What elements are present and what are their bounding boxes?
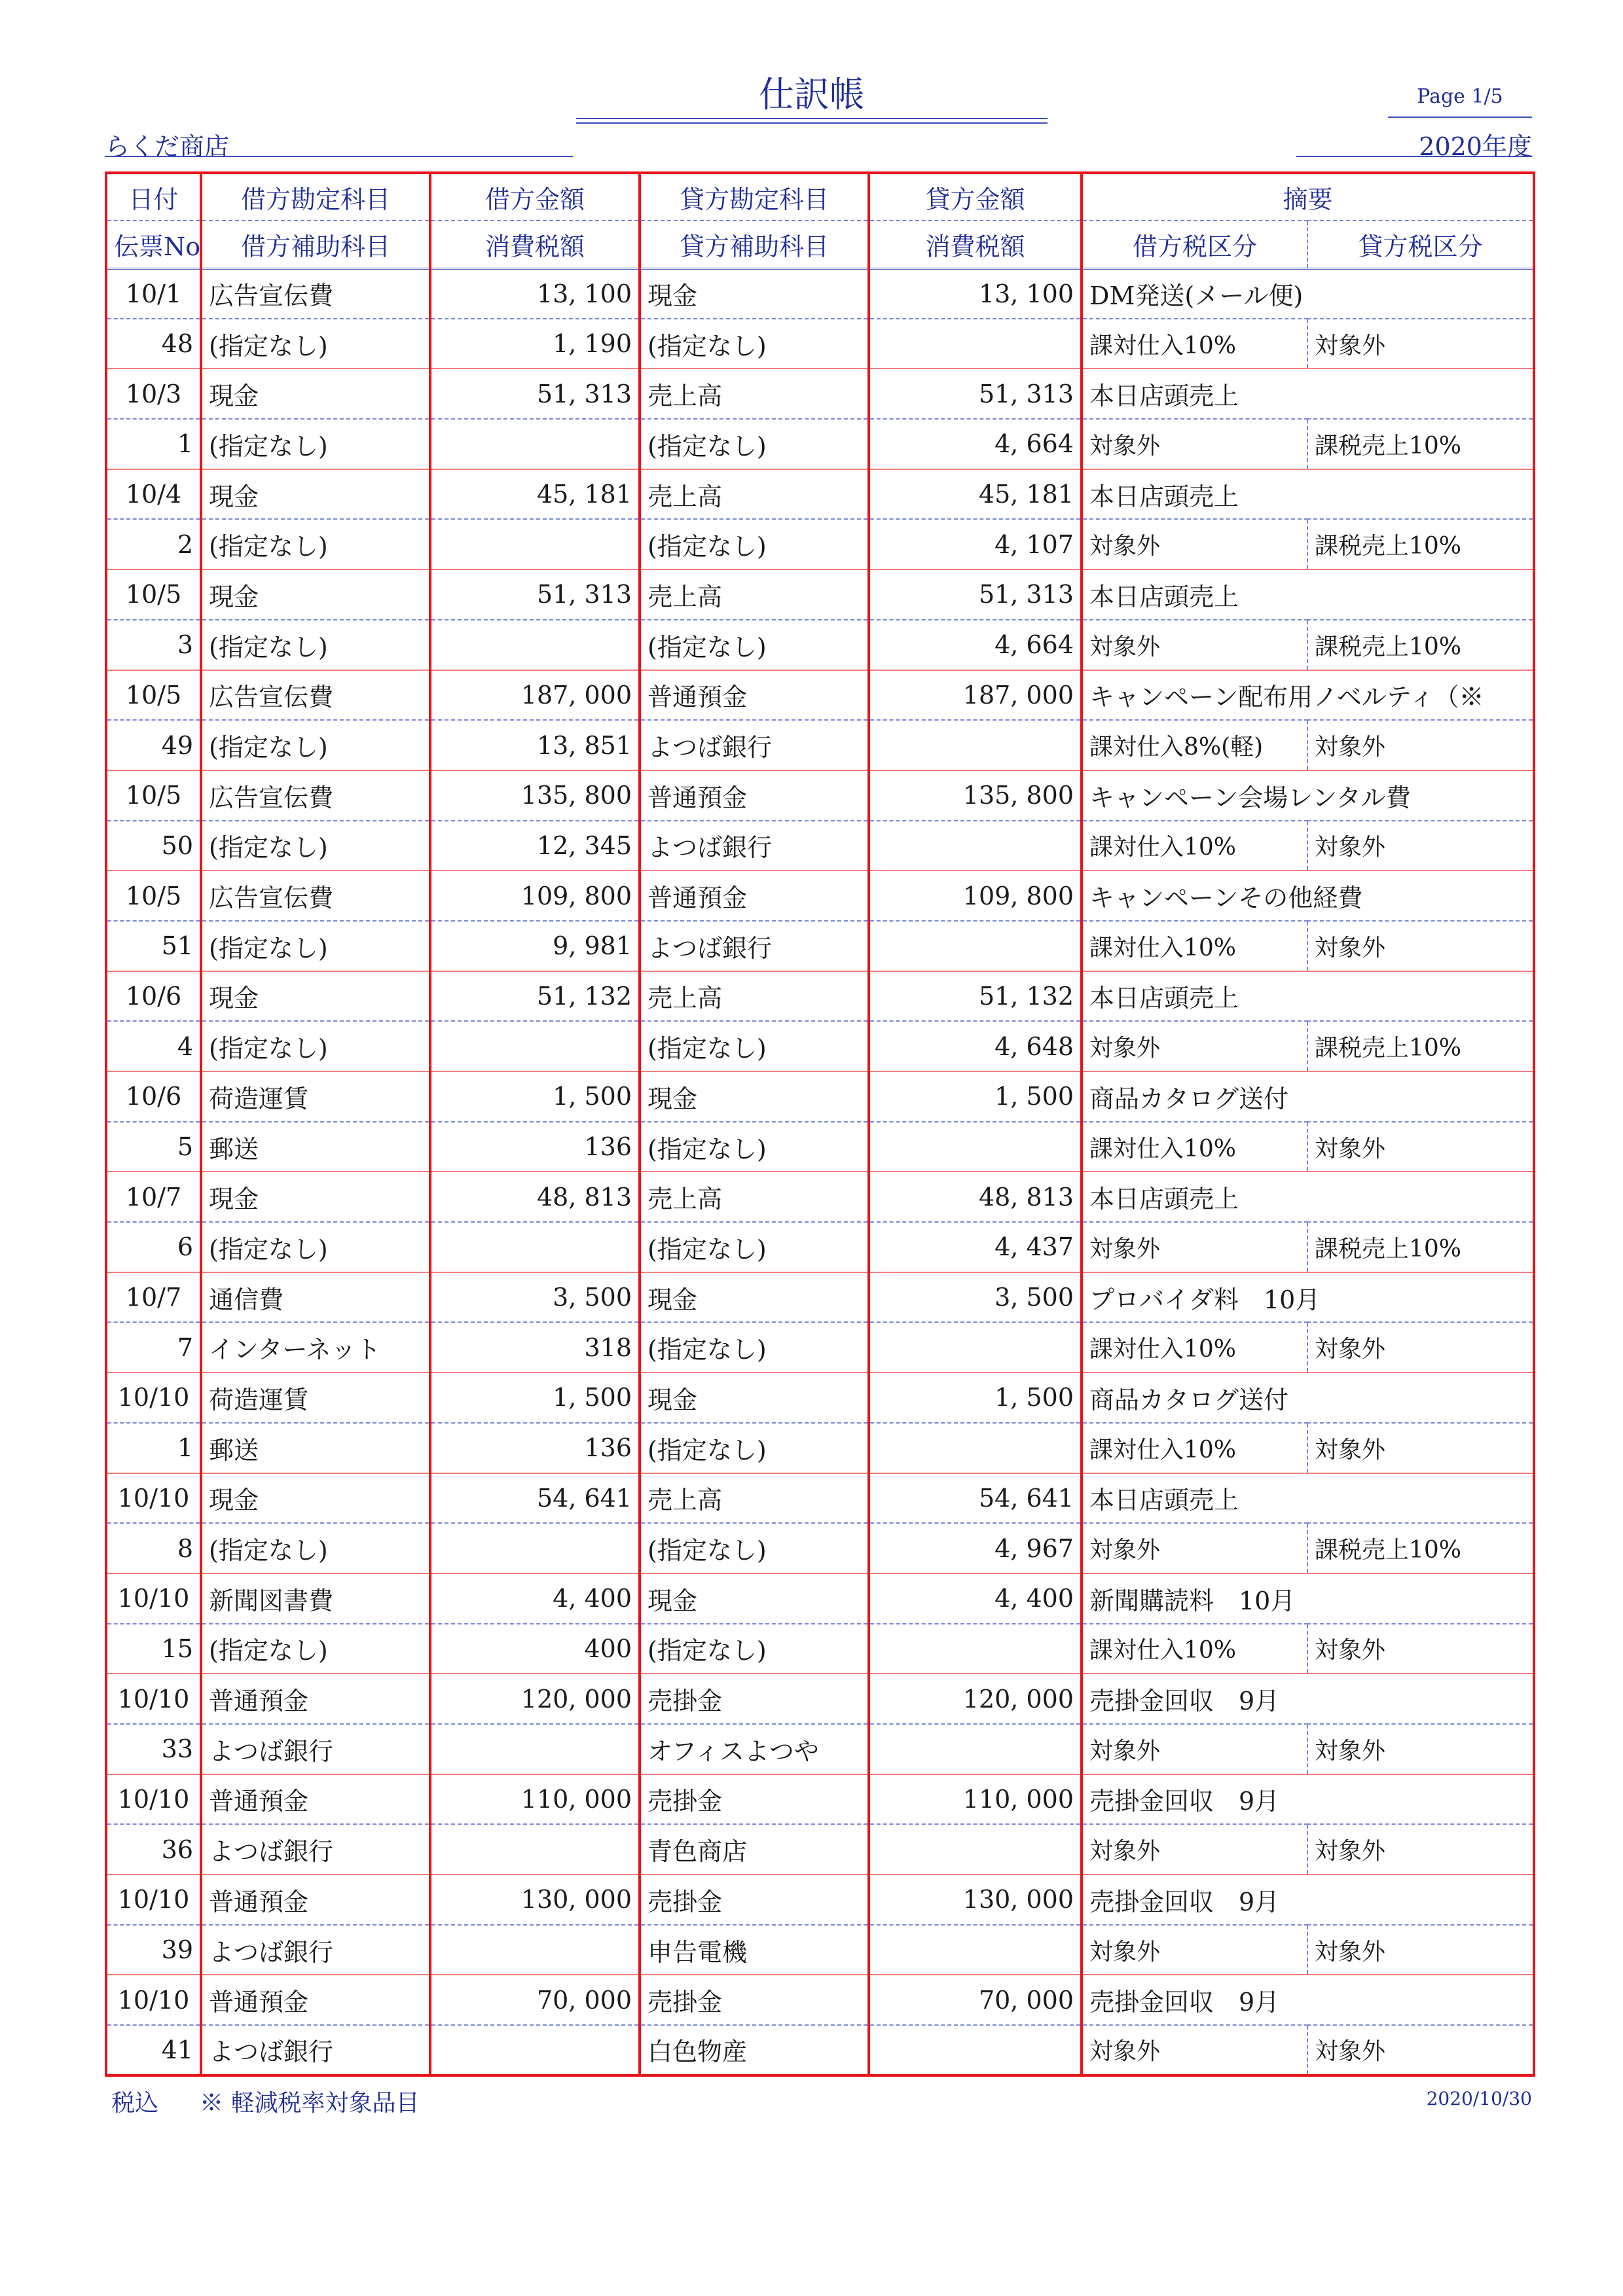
debit-sub-account: (指定なし) [201,519,430,569]
credit-sub-account: (指定なし) [640,1322,869,1372]
entry-memo: 商品カタログ送付 [1082,1071,1534,1122]
debit-account: 普通預金 [201,1874,430,1925]
debit-sub-account: (指定なし) [201,720,430,770]
credit-account: 現金 [640,268,869,319]
debit-amount: 3, 500 [430,1272,640,1323]
col-debit-account-header: 借方勘定科目 [201,173,430,221]
credit-amount: 109, 800 [869,870,1082,921]
print-date: 2020/10/30 [1426,2088,1532,2109]
credit-tax-class: 対象外 [1307,1824,1534,1874]
header-row-1 [106,173,1534,221]
debit-amount: 51, 132 [430,971,640,1022]
credit-sub-account: 白色物産 [640,2025,869,2075]
credit-account: 売上高 [640,971,869,1022]
journal-entries [106,268,1534,2075]
entry-memo: キャンペーンその他経費 [1082,870,1534,921]
debit-tax-class: 対象外 [1082,1824,1307,1874]
debit-tax [430,1824,640,1874]
entry-row-main [106,469,1534,520]
debit-amount: 51, 313 [430,569,640,620]
entry-row-detail [106,921,1534,971]
credit-sub-account: (指定なし) [640,1523,869,1573]
debit-tax-class: 対象外 [1082,1925,1307,1975]
credit-tax-class: 課税売上10% [1307,1021,1534,1071]
debit-tax: 136 [430,1423,640,1473]
entry-memo: 売掛金回収 9月 [1082,1975,1534,2025]
debit-tax [430,1222,640,1272]
credit-tax [869,1925,1082,1975]
credit-sub-account: (指定なし) [640,1122,869,1172]
slip-number: 15 [106,1624,201,1674]
entry-date: 10/6 [106,971,201,1022]
slip-number: 8 [106,1523,201,1573]
credit-account: 売上高 [640,469,869,520]
credit-amount: 130, 000 [869,1874,1082,1925]
credit-amount: 13, 100 [869,268,1082,319]
debit-amount: 1, 500 [430,1372,640,1423]
debit-amount: 4, 400 [430,1573,640,1624]
entry-row-main [106,268,1534,319]
credit-tax-class: 対象外 [1307,821,1534,871]
debit-sub-account: (指定なし) [201,1523,430,1573]
entry-row-detail [106,1423,1534,1473]
debit-tax-class: 対象外 [1082,1523,1307,1573]
entry-row-detail [106,1122,1534,1172]
col-credit-tax-class-header: 貸方税区分 [1307,221,1534,268]
debit-account: 現金 [201,1172,430,1222]
entry-memo: 商品カタログ送付 [1082,1372,1534,1423]
credit-amount: 3, 500 [869,1272,1082,1323]
entry-date: 10/7 [106,1172,201,1222]
entry-row-main [106,971,1534,1022]
debit-amount: 48, 813 [430,1172,640,1222]
entry-memo: 本日店頭売上 [1082,569,1534,620]
credit-account: 売上高 [640,569,869,620]
entry-memo: 本日店頭売上 [1082,469,1534,520]
entry-memo: DM発送(メール便) [1082,268,1534,319]
credit-tax [869,319,1082,369]
entry-row-detail [106,620,1534,670]
tax-mode-label: 税込 [111,2090,159,2117]
slip-number: 4 [106,1021,201,1071]
credit-tax-class: 課税売上10% [1307,419,1534,469]
debit-tax: 136 [430,1122,640,1172]
entry-memo: 新聞購読料 10月 [1082,1573,1534,1624]
debit-tax-class: 対象外 [1082,1724,1307,1774]
entry-date: 10/10 [106,1774,201,1825]
header-row-2 [106,221,1534,268]
credit-amount: 51, 313 [869,368,1082,419]
slip-number: 1 [106,1423,201,1473]
debit-sub-account: (指定なし) [201,419,430,469]
debit-account: 新聞図書費 [201,1573,430,1624]
entry-date: 10/10 [106,1372,201,1423]
debit-tax: 9, 981 [430,921,640,971]
title-underline-second [576,122,1048,124]
debit-tax-class: 課対仕入10% [1082,921,1307,971]
col-credit-sub-header: 貸方補助科目 [640,221,869,268]
debit-sub-account: (指定なし) [201,319,430,369]
credit-tax-class: 対象外 [1307,1122,1534,1172]
slip-number: 36 [106,1824,201,1874]
debit-amount: 120, 000 [430,1674,640,1724]
credit-amount: 120, 000 [869,1674,1082,1724]
debit-account: 普通預金 [201,1774,430,1825]
credit-tax-class: 課税売上10% [1307,1222,1534,1272]
credit-amount: 51, 313 [869,569,1082,620]
entry-row-detail [106,1523,1534,1573]
credit-sub-account: 青色商店 [640,1824,869,1874]
credit-amount: 187, 000 [869,670,1082,721]
entry-row-detail [106,519,1534,569]
debit-account: 荷造運賃 [201,1071,430,1122]
credit-sub-account: (指定なし) [640,1021,869,1071]
entry-memo: 売掛金回収 9月 [1082,1774,1534,1825]
debit-tax [430,1724,640,1774]
credit-sub-account: よつば銀行 [640,821,869,871]
entry-row-main [106,1674,1534,1724]
debit-tax [430,519,640,569]
entry-date: 10/10 [106,1573,201,1624]
debit-sub-account: 郵送 [201,1423,430,1473]
slip-number: 2 [106,519,201,569]
slip-number: 41 [106,2025,201,2075]
entry-row-detail [106,1021,1534,1071]
credit-sub-account: よつば銀行 [640,720,869,770]
debit-tax: 1, 190 [430,319,640,369]
debit-tax-class: 課対仕入10% [1082,1122,1307,1172]
slip-number: 3 [106,620,201,670]
credit-tax [869,821,1082,871]
debit-sub-account: よつば銀行 [201,1824,430,1874]
credit-amount: 54, 641 [869,1473,1082,1524]
credit-tax-class: 課税売上10% [1307,620,1534,670]
entry-row-main [106,1372,1534,1423]
debit-account: 現金 [201,1473,430,1524]
credit-amount: 4, 400 [869,1573,1082,1624]
entry-row-main [106,1774,1534,1825]
slip-number: 48 [106,319,201,369]
slip-number: 5 [106,1122,201,1172]
slip-number: 33 [106,1724,201,1774]
entry-date: 10/10 [106,1674,201,1724]
entry-row-detail [106,1824,1534,1874]
credit-amount: 45, 181 [869,469,1082,520]
credit-amount: 110, 000 [869,1774,1082,1825]
debit-tax-class: 対象外 [1082,1021,1307,1071]
debit-sub-account: (指定なし) [201,1624,430,1674]
debit-account: 現金 [201,469,430,520]
debit-tax-class: 対象外 [1082,620,1307,670]
entry-row-detail [106,1624,1534,1674]
entry-memo: 売掛金回収 9月 [1082,1874,1534,1925]
credit-tax [869,2025,1082,2075]
entry-memo: 本日店頭売上 [1082,368,1534,419]
credit-tax: 4, 664 [869,620,1082,670]
entry-row-main [106,870,1534,921]
credit-tax: 4, 437 [869,1222,1082,1272]
debit-tax: 400 [430,1624,640,1674]
debit-tax-class: 課対仕入10% [1082,1423,1307,1473]
debit-amount: 130, 000 [430,1874,640,1925]
entry-date: 10/3 [106,368,201,419]
entry-memo: プロバイダ料 10月 [1082,1272,1534,1323]
page-number: Page 1/5 [1417,85,1503,108]
debit-account: 広告宣伝費 [201,268,430,319]
debit-account: 現金 [201,569,430,620]
entry-row-main [106,569,1534,620]
entry-memo: キャンペーン配布用ノベルティ（※ [1082,670,1534,721]
slip-number: 39 [106,1925,201,1975]
credit-tax [869,1624,1082,1674]
credit-sub-account: (指定なし) [640,620,869,670]
credit-sub-account: (指定なし) [640,319,869,369]
col-debit-tax-header: 消費税額 [430,221,640,268]
credit-account: 現金 [640,1272,869,1323]
entry-date: 10/1 [106,268,201,319]
col-debit-amount-header: 借方金額 [430,173,640,221]
credit-sub-account: (指定なし) [640,1624,869,1674]
debit-tax-class: 課対仕入10% [1082,1322,1307,1372]
credit-account: 売上高 [640,1473,869,1524]
entry-row-detail [106,2025,1534,2075]
debit-sub-account: (指定なし) [201,921,430,971]
credit-amount: 1, 500 [869,1372,1082,1423]
entry-memo: キャンペーン会場レンタル費 [1082,770,1534,821]
debit-sub-account: よつば銀行 [201,2025,430,2075]
debit-amount: 45, 181 [430,469,640,520]
debit-tax: 318 [430,1322,640,1372]
entry-memo: 本日店頭売上 [1082,1172,1534,1222]
col-slip-no-header: 伝票No [106,221,201,268]
slip-number: 49 [106,720,201,770]
entry-row-main [106,1473,1534,1524]
entry-memo: 売掛金回収 9月 [1082,1674,1534,1724]
debit-account: 現金 [201,971,430,1022]
debit-tax-class: 課対仕入10% [1082,1624,1307,1674]
entry-memo: 本日店頭売上 [1082,971,1534,1022]
entry-row-main [106,770,1534,821]
credit-amount: 51, 132 [869,971,1082,1022]
credit-tax-class: 対象外 [1307,1925,1534,1975]
debit-tax-class: 対象外 [1082,419,1307,469]
credit-account: 現金 [640,1372,869,1423]
entry-row-main [106,1172,1534,1222]
debit-account: 広告宣伝費 [201,770,430,821]
credit-tax-class: 対象外 [1307,2025,1534,2075]
credit-account: 売掛金 [640,1874,869,1925]
debit-account: 現金 [201,368,430,419]
credit-account: 普通預金 [640,870,869,921]
debit-account: 広告宣伝費 [201,670,430,721]
debit-tax-class: 課対仕入8%(軽) [1082,720,1307,770]
shop-name: らくだ商店 [105,132,230,161]
credit-tax-class: 対象外 [1307,720,1534,770]
debit-amount: 54, 641 [430,1473,640,1524]
debit-tax [430,1021,640,1071]
entry-row-main [106,1272,1534,1323]
slip-number: 51 [106,921,201,971]
col-credit-amount-header: 貸方金額 [869,173,1082,221]
credit-tax: 4, 107 [869,519,1082,569]
debit-amount: 51, 313 [430,368,640,419]
debit-tax-class: 課対仕入10% [1082,319,1307,369]
debit-amount: 187, 000 [430,670,640,721]
credit-tax-class: 対象外 [1307,921,1534,971]
shop-name-underline [105,156,573,157]
entry-date: 10/10 [106,1874,201,1925]
debit-tax-class: 対象外 [1082,2025,1307,2075]
debit-sub-account: インターネット [201,1322,430,1372]
fiscal-year-underline [1296,156,1532,157]
credit-sub-account: (指定なし) [640,1222,869,1272]
debit-sub-account: よつば銀行 [201,1724,430,1774]
slip-number: 6 [106,1222,201,1272]
debit-tax [430,620,640,670]
credit-account: 普通預金 [640,670,869,721]
entry-date: 10/7 [106,1272,201,1323]
debit-tax: 12, 345 [430,821,640,871]
entry-row-main [106,368,1534,419]
col-credit-tax-header: 消費税額 [869,221,1082,268]
credit-tax-class: 対象外 [1307,1423,1534,1473]
entry-date: 10/10 [106,1975,201,2025]
debit-amount: 13, 100 [430,268,640,319]
credit-tax: 4, 967 [869,1523,1082,1573]
entry-date: 10/5 [106,670,201,721]
debit-tax [430,1523,640,1573]
reduced-rate-note: ※ 軽減税率対象品目 [200,2090,420,2117]
credit-tax [869,1824,1082,1874]
entry-date: 10/5 [106,770,201,821]
credit-account: 現金 [640,1573,869,1624]
debit-sub-account: (指定なし) [201,821,430,871]
credit-sub-account: (指定なし) [640,419,869,469]
entry-date: 10/6 [106,1071,201,1122]
credit-tax-class: 対象外 [1307,1322,1534,1372]
entry-row-detail [106,419,1534,469]
credit-tax [869,921,1082,971]
debit-tax-class: 対象外 [1082,1222,1307,1272]
entry-row-detail [106,1724,1534,1774]
slip-number: 7 [106,1322,201,1372]
credit-tax [869,1724,1082,1774]
debit-amount: 110, 000 [430,1774,640,1825]
debit-amount: 70, 000 [430,1975,640,2025]
debit-account: 広告宣伝費 [201,870,430,921]
credit-tax-class: 課税売上10% [1307,519,1534,569]
page-title: 仕訳帳 [759,74,865,115]
credit-tax [869,1423,1082,1473]
credit-account: 売上高 [640,368,869,419]
entry-date: 10/10 [106,1473,201,1524]
credit-sub-account: (指定なし) [640,519,869,569]
credit-amount: 70, 000 [869,1975,1082,2025]
entry-row-detail [106,1322,1534,1372]
entry-date: 10/5 [106,870,201,921]
debit-account: 荷造運賃 [201,1372,430,1423]
debit-account: 通信費 [201,1272,430,1323]
entry-row-detail [106,319,1534,369]
credit-account: 普通預金 [640,770,869,821]
entry-row-detail [106,1925,1534,1975]
entry-row-main [106,1573,1534,1624]
credit-amount: 135, 800 [869,770,1082,821]
credit-sub-account: よつば銀行 [640,921,869,971]
entry-date: 10/5 [106,569,201,620]
credit-tax: 4, 664 [869,419,1082,469]
col-debit-tax-class-header: 借方税区分 [1082,221,1307,268]
journal-table [105,171,1535,2077]
entry-memo: 本日店頭売上 [1082,1473,1534,1524]
credit-tax: 4, 648 [869,1021,1082,1071]
credit-account: 売掛金 [640,1774,869,1825]
col-debit-sub-header: 借方補助科目 [201,221,430,268]
credit-tax [869,1322,1082,1372]
debit-amount: 1, 500 [430,1071,640,1122]
debit-sub-account: よつば銀行 [201,1925,430,1975]
entry-row-main [106,1975,1534,2025]
slip-number: 1 [106,419,201,469]
title-underline [576,118,1048,119]
col-memo-header: 摘要 [1082,173,1534,221]
debit-tax-class: 対象外 [1082,519,1307,569]
credit-tax-class: 課税売上10% [1307,1523,1534,1573]
credit-account: 現金 [640,1071,869,1122]
debit-tax [430,1925,640,1975]
debit-sub-account: (指定なし) [201,1021,430,1071]
credit-tax-class: 対象外 [1307,1724,1534,1774]
debit-sub-account: (指定なし) [201,1222,430,1272]
credit-tax [869,720,1082,770]
credit-tax-class: 対象外 [1307,319,1534,369]
page-number-underline [1388,117,1532,118]
credit-account: 売上高 [640,1172,869,1222]
slip-number: 50 [106,821,201,871]
fiscal-year: 2020年度 [1419,132,1532,161]
credit-tax [869,1122,1082,1172]
entry-row-main [106,670,1534,721]
credit-account: 売掛金 [640,1674,869,1724]
entry-date: 10/4 [106,469,201,520]
credit-sub-account: (指定なし) [640,1423,869,1473]
credit-amount: 48, 813 [869,1172,1082,1222]
credit-account: 売掛金 [640,1975,869,2025]
debit-tax [430,419,640,469]
debit-tax-class: 課対仕入10% [1082,821,1307,871]
col-date-header: 日付 [106,173,201,221]
col-credit-account-header: 貸方勘定科目 [640,173,869,221]
debit-tax: 13, 851 [430,720,640,770]
entry-row-detail [106,1222,1534,1272]
entry-row-main [106,1071,1534,1122]
debit-amount: 109, 800 [430,870,640,921]
entry-row-main [106,1874,1534,1925]
debit-amount: 135, 800 [430,770,640,821]
debit-account: 普通預金 [201,1674,430,1724]
credit-amount: 1, 500 [869,1071,1082,1122]
credit-tax-class: 対象外 [1307,1624,1534,1674]
debit-account: 普通預金 [201,1975,430,2025]
debit-sub-account: (指定なし) [201,620,430,670]
debit-tax [430,2025,640,2075]
credit-sub-account: オフィスよつや [640,1724,869,1774]
entry-row-detail [106,720,1534,770]
credit-sub-account: 申告電機 [640,1925,869,1975]
entry-row-detail [106,821,1534,871]
debit-sub-account: 郵送 [201,1122,430,1172]
